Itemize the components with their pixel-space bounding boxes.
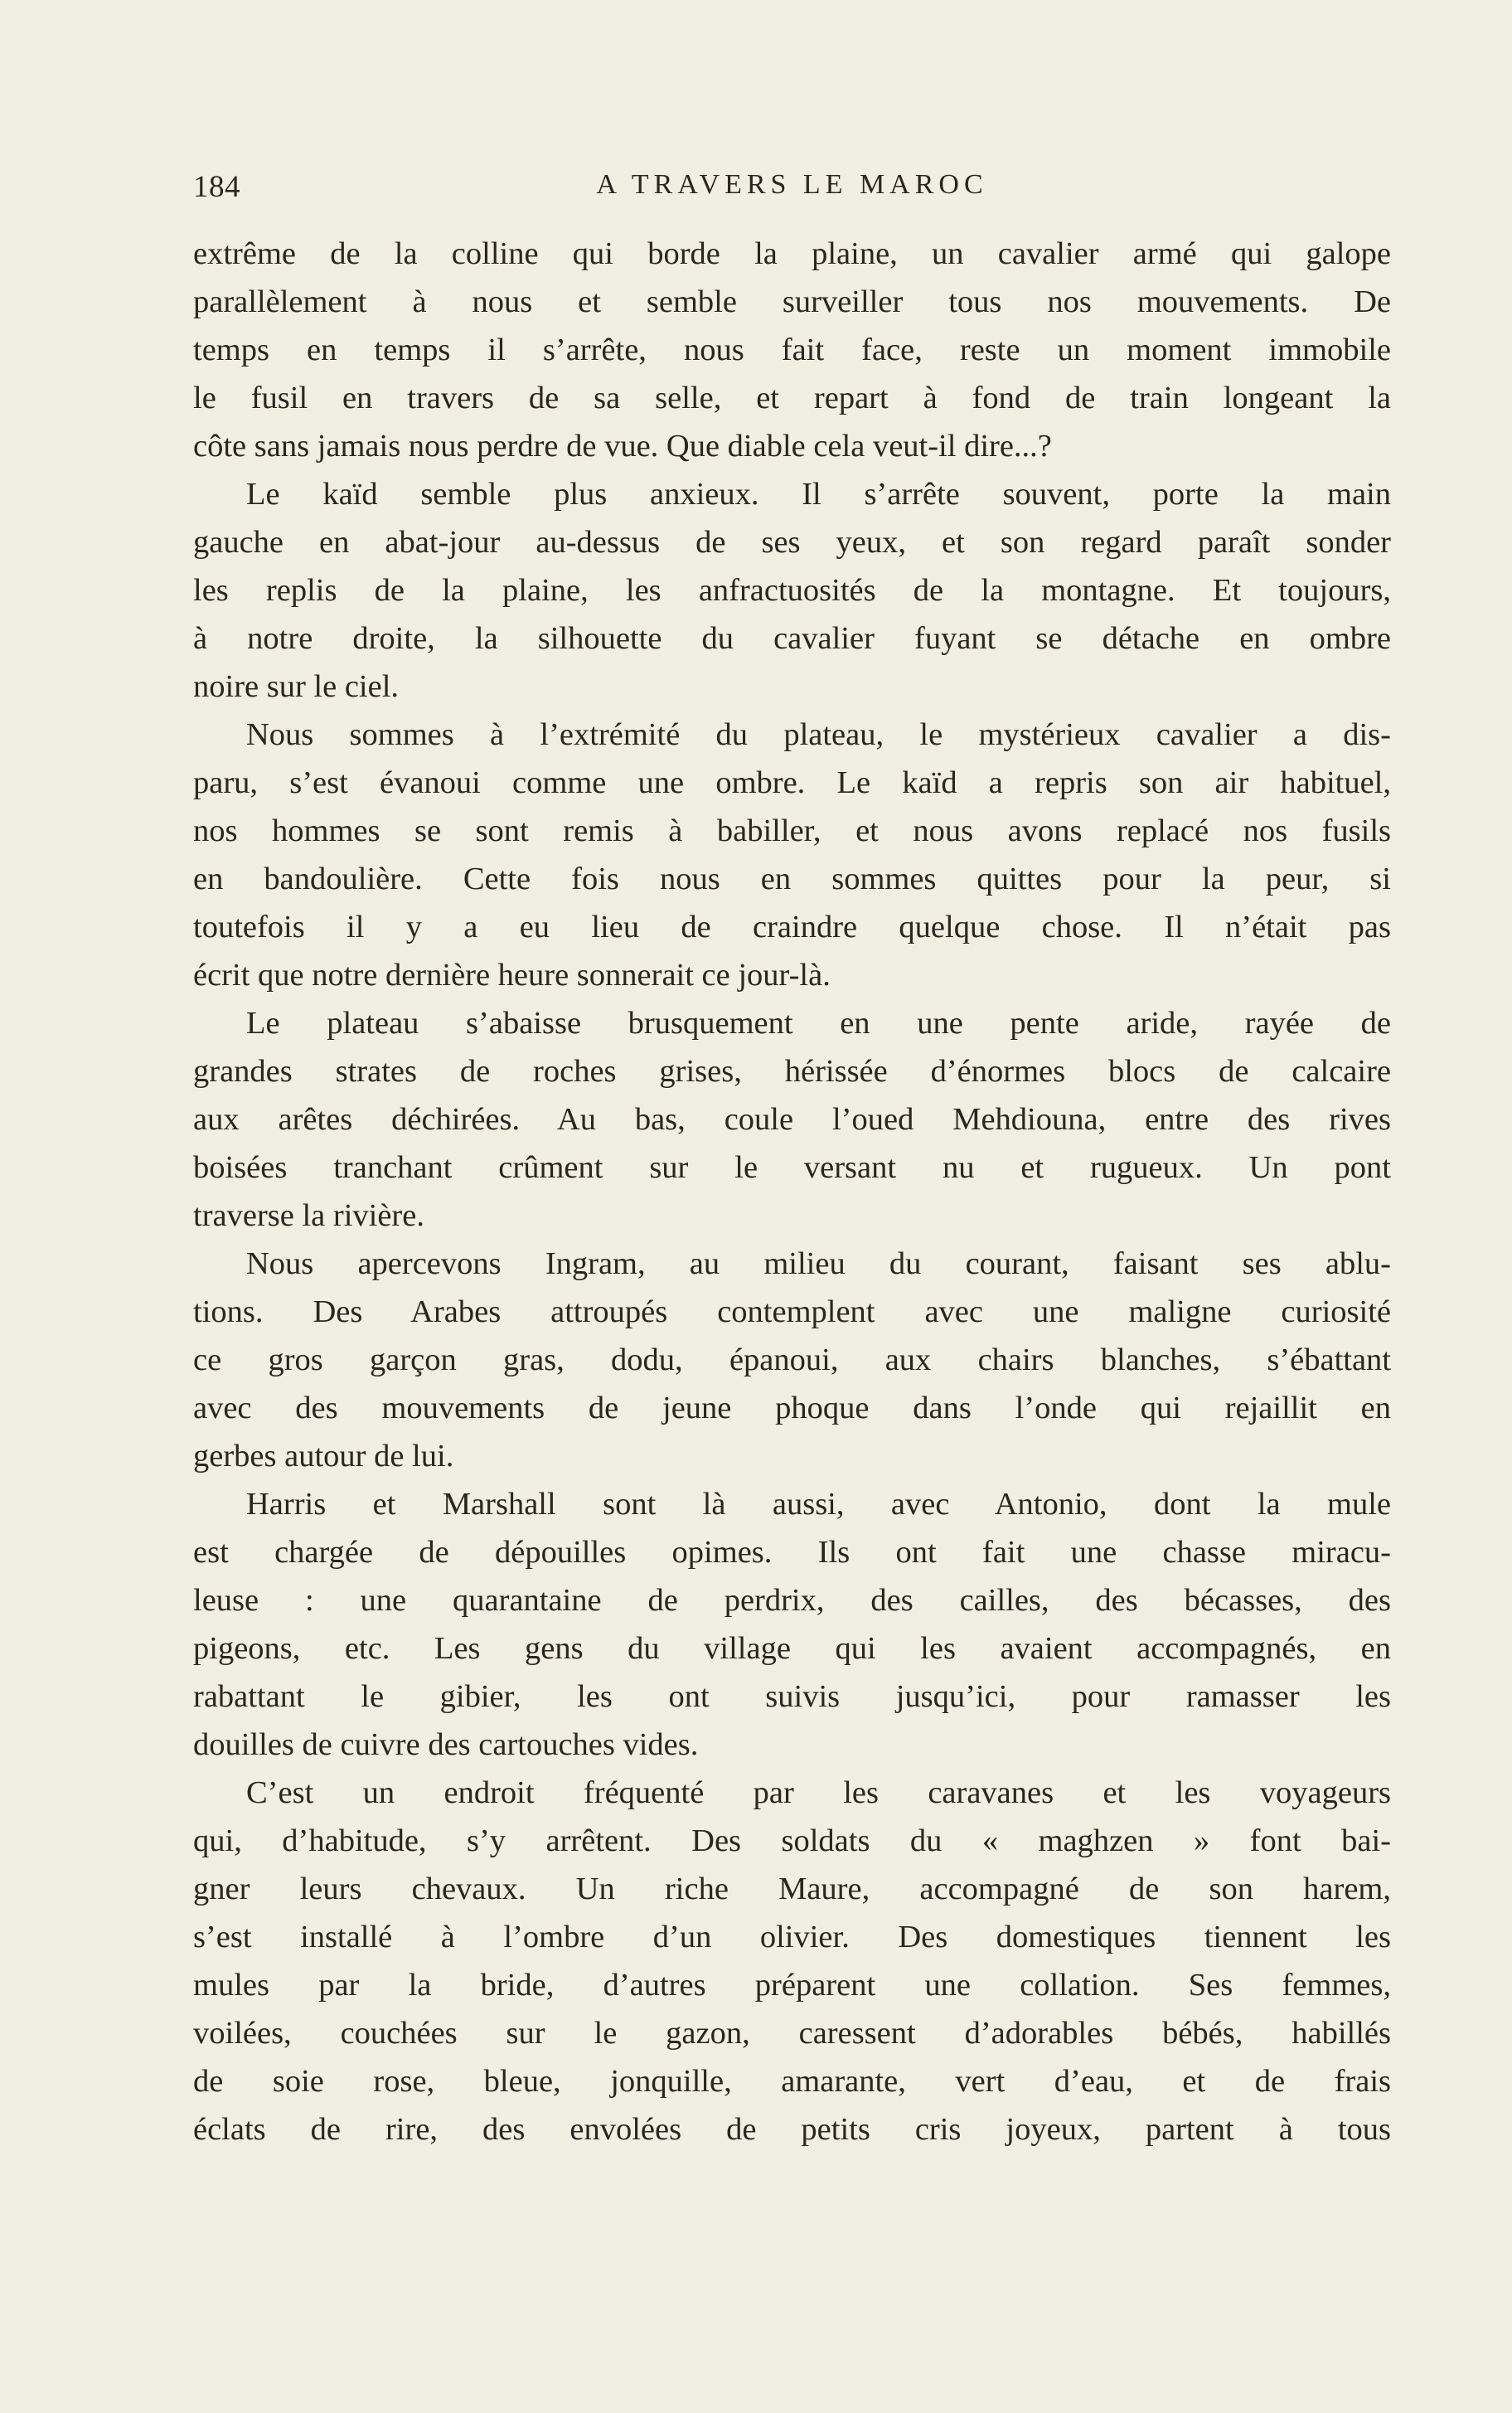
- text-line: éclats de rire, des envolées de petits cris joyeux, partent à tous: [193, 2112, 1391, 2147]
- text-line: traverse la rivière.: [193, 1198, 424, 1233]
- text-line: gauche en abat-jour au-dessus de ses yeux, et son regard paraît sonder: [193, 525, 1391, 560]
- text-line: s’est installé à l’ombre d’un olivier. Des domestiques tiennent les: [193, 1920, 1391, 1954]
- text-line: tions. Des Arabes attroupés contemplent avec une maligne curiosité: [193, 1294, 1391, 1329]
- text-line: qui, d’habitude, s’y arrêtent. Des soldats du « maghzen » font bai-: [193, 1823, 1391, 1858]
- text-line: mules par la bride, d’autres préparent une collation. Ses femmes,: [193, 1968, 1391, 2003]
- text-line: Harris et Marshall sont là aussi, avec Antonio, dont la mule: [246, 1487, 1391, 1522]
- running-title: A TRAVERS LE MAROC: [596, 169, 988, 200]
- text-line: les replis de la plaine, les anfractuosités de la montagne. Et toujours,: [193, 573, 1391, 608]
- text-line: nos hommes se sont remis à babiller, et nous avons replacé nos fusils: [193, 813, 1391, 848]
- text-line: avec des mouvements de jeune phoque dans l’onde qui rejaillit en: [193, 1391, 1391, 1425]
- text-line: pigeons, etc. Les gens du village qui les avaient accompagnés, en: [193, 1631, 1391, 1666]
- text-line: gner leurs chevaux. Un riche Maure, accompagné de son harem,: [193, 1872, 1391, 1906]
- text-line: à notre droite, la silhouette du cavalier fuyant se détache en ombre: [193, 621, 1391, 656]
- text-line: le fusil en travers de sa selle, et repart à fond de train longeant la: [193, 381, 1391, 415]
- text-line: écrit que notre dernière heure sonnerait ce jour-là.: [193, 958, 831, 993]
- text-line: Le kaïd semble plus anxieux. Il s’arrête souvent, porte la main: [246, 477, 1391, 512]
- text-line: Nous sommes à l’extrémité du plateau, le mystérieux cavalier a dis-: [246, 717, 1391, 752]
- text-line: boisées tranchant crûment sur le versant nu et rugueux. Un pont: [193, 1150, 1391, 1185]
- paragraph: [193, 230, 1391, 470]
- text-line: douilles de cuivre des cartouches vides.: [193, 1727, 699, 1762]
- text-line: paru, s’est évanoui comme une ombre. Le kaïd a repris son air habituel,: [193, 765, 1391, 800]
- text-line: en bandoulière. Cette fois nous en sommes quittes pour la peur, si: [193, 862, 1391, 896]
- text-line: côte sans jamais nous perdre de vue. Que diable cela veut-il dire...?: [193, 429, 1052, 464]
- text-line: Le plateau s’abaisse brusquement en une pente aride, rayée de: [246, 1006, 1391, 1041]
- text-line: leuse : une quarantaine de perdrix, des cailles, des bécasses, des: [193, 1583, 1391, 1618]
- page-number: 184: [193, 170, 240, 204]
- body-text: [193, 230, 1391, 2153]
- paragraph: [193, 470, 1391, 711]
- paragraph: [193, 1240, 1391, 1480]
- text-line: de soie rose, bleue, jonquille, amarante, vert d’eau, et de frais: [193, 2064, 1391, 2099]
- text-line: ce gros garçon gras, dodu, épanoui, aux chairs blanches, s’ébattant: [193, 1342, 1391, 1377]
- running-head: [193, 169, 1391, 206]
- text-line: noire sur le ciel.: [193, 669, 400, 704]
- paragraph: [193, 1769, 1391, 2153]
- text-line: aux arêtes déchirées. Au bas, coule l’oued Mehdiouna, entre des rives: [193, 1102, 1391, 1137]
- text-line: grandes strates de roches grises, hérissée d’énormes blocs de calcaire: [193, 1054, 1391, 1089]
- paragraph: [193, 999, 1391, 1240]
- text-line: voilées, couchées sur le gazon, caressent d’adorables bébés, habillés: [193, 2016, 1391, 2051]
- text-line: gerbes autour de lui.: [193, 1439, 454, 1474]
- paragraph: [193, 711, 1391, 999]
- text-line: C’est un endroit fréquenté par les caravanes et les voyageurs: [246, 1775, 1391, 1810]
- text-line: rabattant le gibier, les ont suivis jusqu’ici, pour ramasser les: [193, 1679, 1391, 1714]
- paragraph: [193, 1480, 1391, 1769]
- text-line: est chargée de dépouilles opimes. Ils ont fait une chasse miracu-: [193, 1535, 1391, 1570]
- text-line: temps en temps il s’arrête, nous fait face, reste un moment immobile: [193, 333, 1391, 367]
- text-line: Nous apercevons Ingram, au milieu du courant, faisant ses ablu-: [246, 1246, 1391, 1281]
- text-line: toutefois il y a eu lieu de craindre quelque chose. Il n’était pas: [193, 910, 1391, 944]
- text-line: extrême de la colline qui borde la plaine, un cavalier armé qui galope: [193, 236, 1391, 271]
- text-line: parallèlement à nous et semble surveiller tous nos mouvements. De: [193, 284, 1391, 319]
